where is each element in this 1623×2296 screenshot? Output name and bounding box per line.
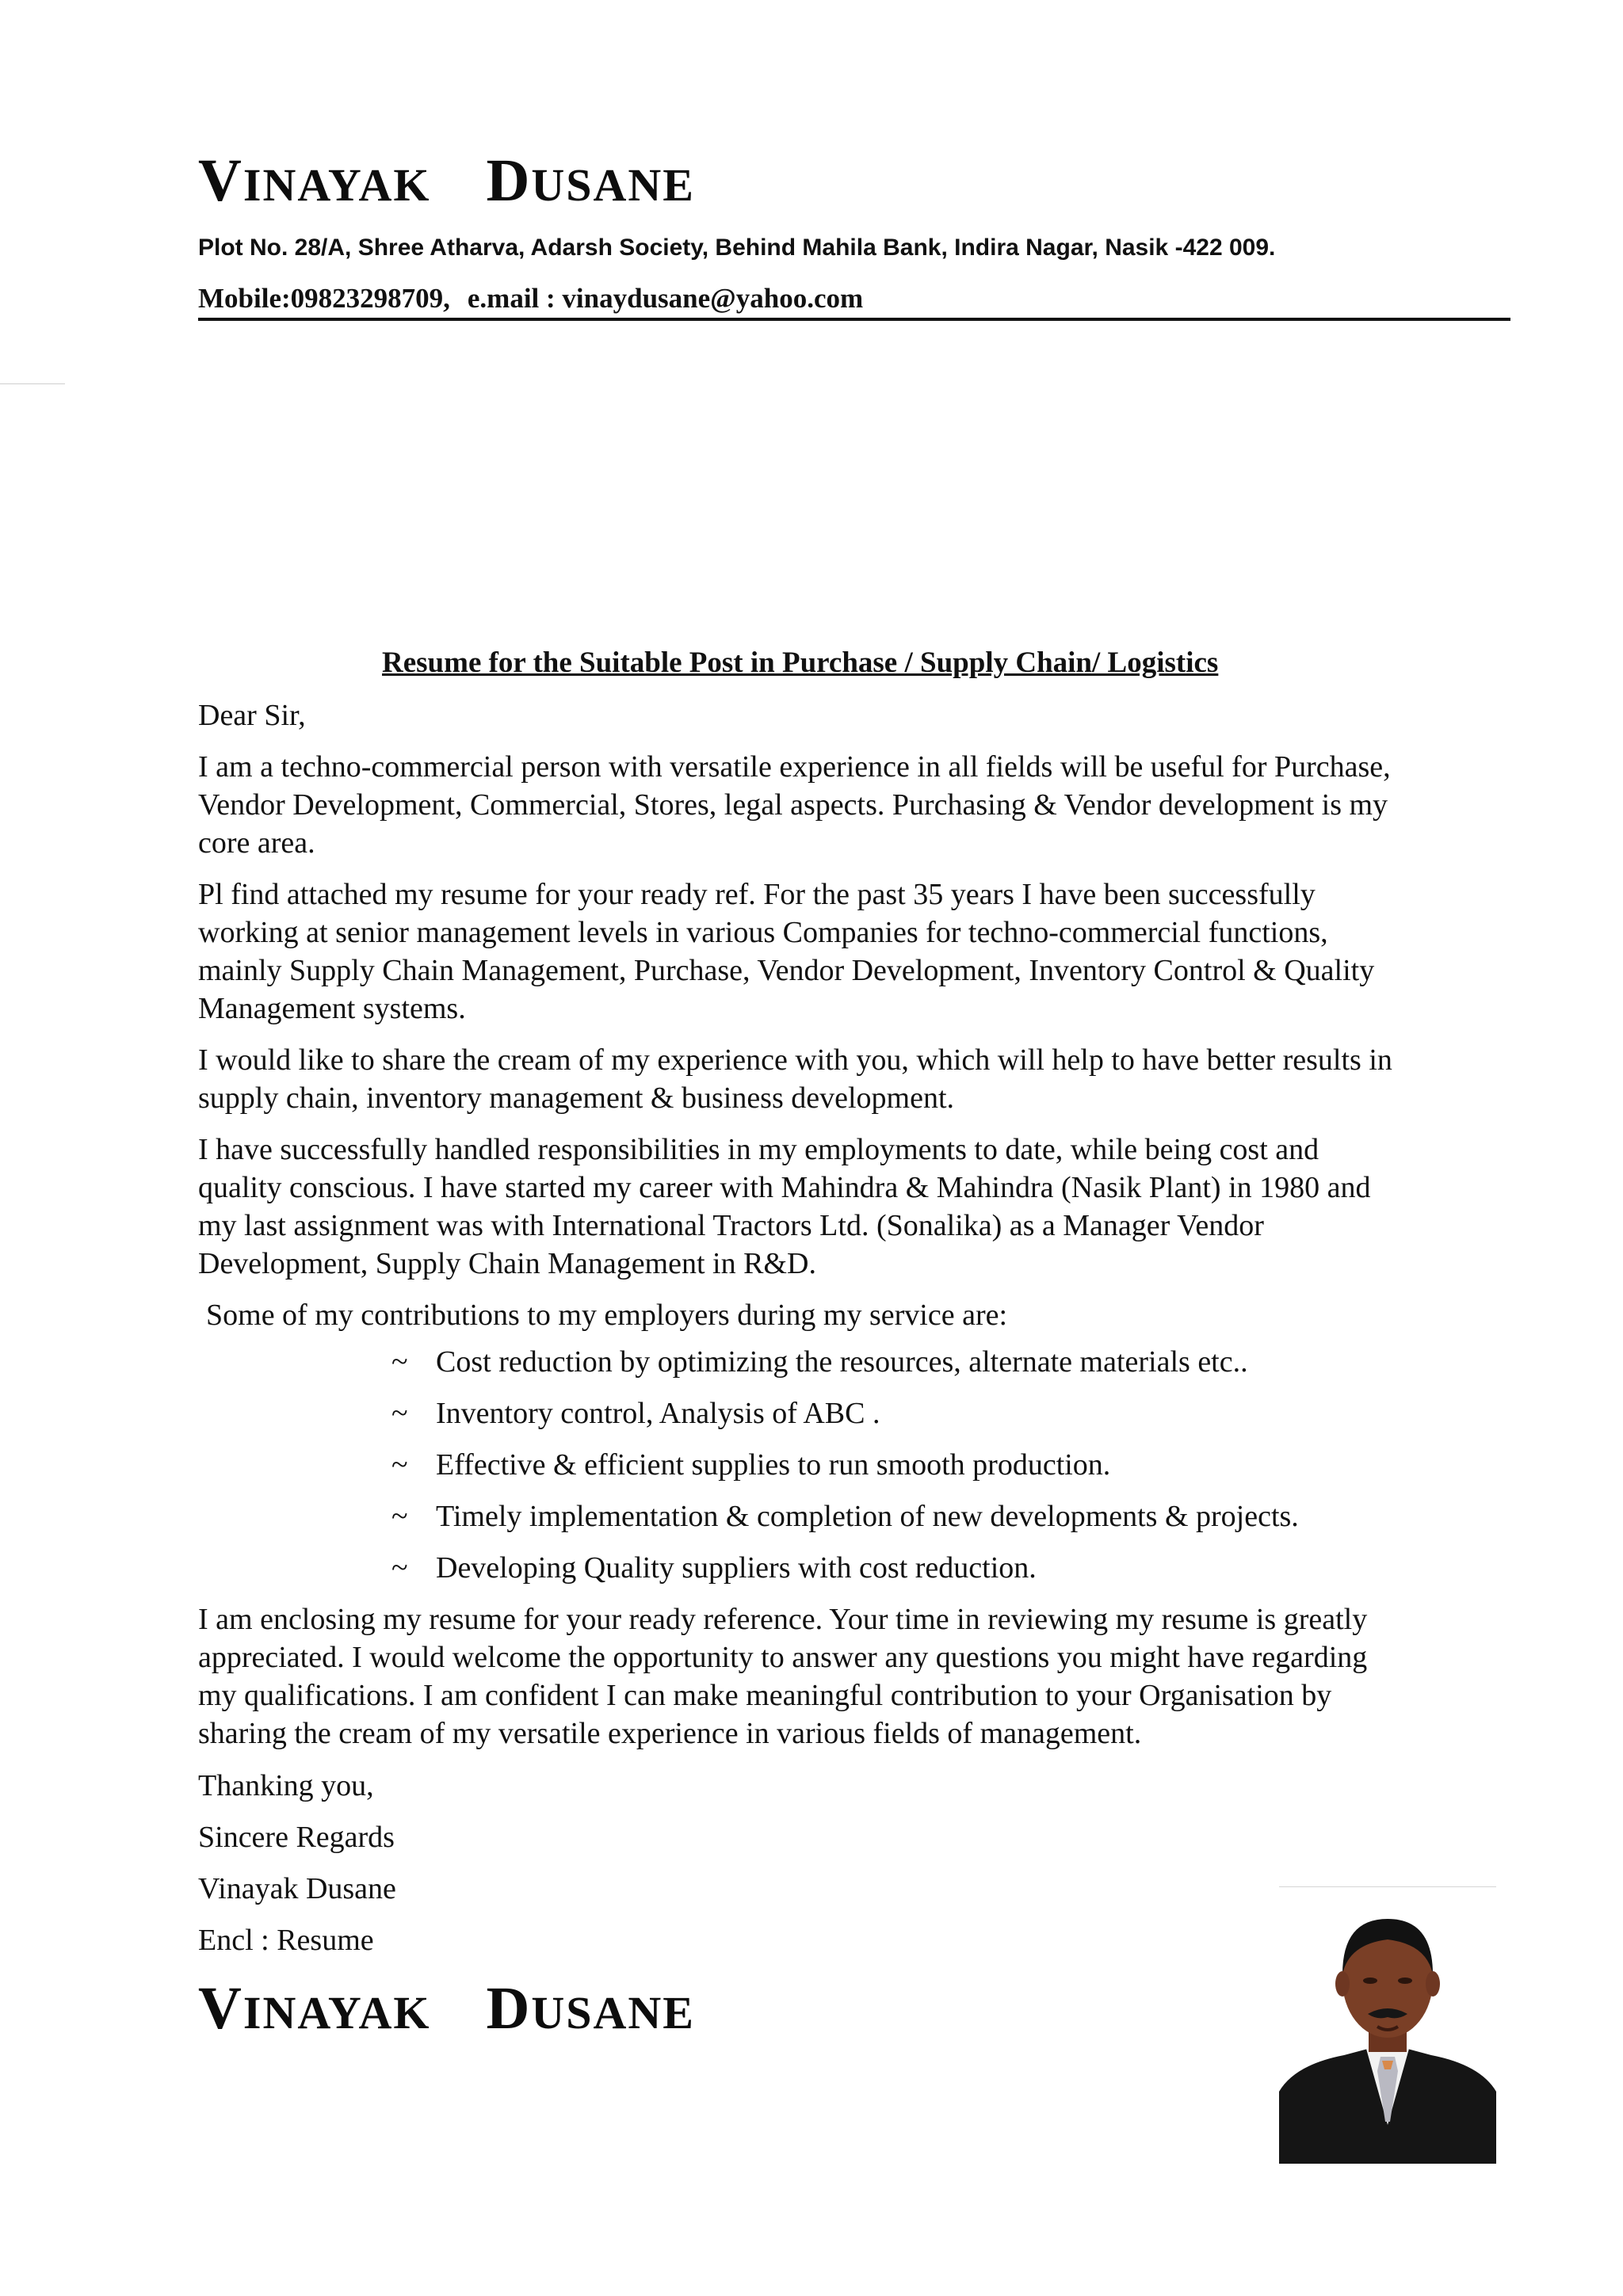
paragraph-closing: I am enclosing my resume for your ready reference. Your time in reviewing my resume is greatly appreciated. I would welcome the opportunity to answer any questions you might have regarding my qualifications. I am confident I can make meaningful contribution to your Organisation by sharing the cream of my versatile experience in various fields of management. <box>198 1603 1368 1750</box>
regards-line: Sincere Regards <box>198 1821 395 1854</box>
postal-address: Plot No. 28/A, Shree Atharva, Adarsh Society, Behind Mahila Bank, Indira Nagar, Nasik -422 009. <box>198 235 1276 261</box>
name-last-initial: D <box>486 1975 532 2042</box>
paragraph-intro: I am a techno-commercial person with versatile experience in all fields will be useful for Purchase, Vendor Development, Commercial, Stores, legal aspects. Purchasing & Vendor development is my core area. <box>198 750 1391 860</box>
bullet-tilde: ~ <box>391 1397 408 1430</box>
name-first-initial: V <box>198 147 243 214</box>
name-last-initial: D <box>486 147 532 214</box>
name-last-rest: USANE <box>531 159 695 211</box>
applicant-name-footer <box>198 1975 695 2042</box>
mobile-number: Mobile:09823298709, <box>198 283 450 314</box>
portrait-illustration <box>1279 1887 1496 2164</box>
name-first-rest: INAYAK <box>242 1987 431 2039</box>
list-item: ~ Timely implementation & completion of new developments & projects. <box>391 1497 1422 1549</box>
bullet-tilde: ~ <box>391 1500 408 1533</box>
name-first-initial: V <box>198 1975 243 2042</box>
paragraph-career: I have successfully handled responsibilities in my employments to date, while being cost and quality conscious. I have started my career with Mahindra & Mahindra (Nasik Plant) in 1980 and my last assignment was with International Tractors Ltd. (Sonalika) as a Manager Vendor Development, Supply Chain Management in R&D. <box>198 1133 1371 1280</box>
list-item: ~ Effective & efficient supplies to run smooth production. <box>391 1446 1422 1497</box>
paragraph-share: I would like to share the cream of my experience with you, which will help to have better results in supply chain, inventory management & business development. <box>198 1043 1392 1115</box>
contact-line <box>198 283 863 315</box>
letter-body-top <box>198 696 1529 1348</box>
list-item: ~ Inventory control, Analysis of ABC . <box>391 1394 1422 1446</box>
applicant-photo <box>1279 1886 1496 2164</box>
paragraph-experience: Pl find attached my resume for your ready ref. For the past 35 years I have been successfully working at senior management levels in various Companies for techno-commercial functions, mainly Supply Chain Management, Purchase, Vendor Development, Inventory Control & Quality Management systems. <box>198 878 1375 1025</box>
enclosure-line: Encl : Resume <box>198 1924 374 1957</box>
list-item: ~ Developing Quality suppliers with cost reduction. <box>391 1549 1422 1600</box>
applicant-name-header <box>198 147 695 214</box>
letter-body-bottom <box>198 1600 1529 1766</box>
contributions-intro: Some of my contributions to my employers during my service are: <box>206 1299 1008 1332</box>
letter-subject: Resume for the Suitable Post in Purchase / Supply Chain/ Logistics <box>382 646 1219 679</box>
page-margin-mark <box>0 383 65 384</box>
bullet-tilde: ~ <box>391 1345 408 1379</box>
contributions-list <box>391 1343 1422 1600</box>
signature-name: Vinayak Dusane <box>198 1872 396 1905</box>
bullet-tilde: ~ <box>391 1551 408 1585</box>
list-item: ~ Cost reduction by optimizing the resources, alternate materials etc.. <box>391 1343 1422 1394</box>
name-last-rest: USANE <box>531 1987 695 2039</box>
thanks-line: Thanking you, <box>198 1769 374 1802</box>
bullet-tilde: ~ <box>391 1448 408 1482</box>
email-address: e.mail : vinaydusane@yahoo.com <box>467 283 864 314</box>
name-first-rest: INAYAK <box>242 159 431 211</box>
salutation: Dear Sir, <box>198 699 306 732</box>
header-divider <box>198 318 1510 321</box>
